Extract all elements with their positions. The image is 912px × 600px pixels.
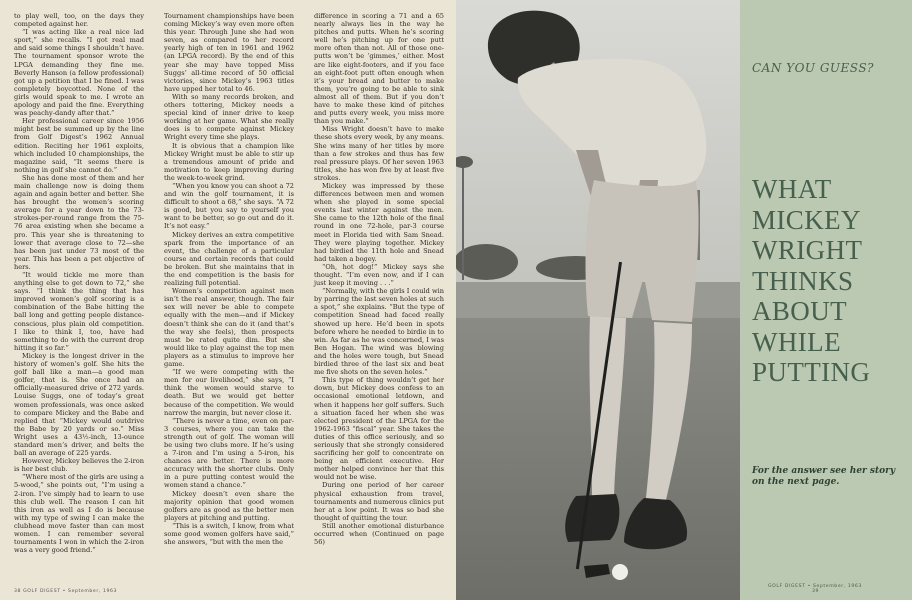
paragraph: “If we were competing with the men for our livelihood,” she says, “I think the women would starve to death. But we would get better because of the competition. We would narrow the margin, but never close it. <box>164 368 294 417</box>
paragraph: Mickey doesn’t even share the majority opinion that good women golfers are as good as the better men players at pitching and putting. <box>164 489 294 522</box>
text-column-2 <box>164 12 294 546</box>
paragraph: Mickey is the longest driver in the history of women’s golf. She hits the golf ball like a man—a good man golfer, that is. She once had an officially-measured drive of 272 yards. Louise Suggs, one of today’s great women professionals, was once asked to compare Mickey and the Babe and replied that “Mickey would outdrive the Babe by 20 yards or so.” Miss Wright uses a 43½-inch, 13-ounce standard men’s driver, and belts the ball an average of 225 yards. <box>14 351 144 458</box>
paragraph: She has done most of them and her main challenge now is doing them again and again better and better. She has brought the women’s scoring average for a year down to the 73-strokes-per-round range from the 75-76 area existing when she became a pro. This year she is threatening to lower that average close to 72—she has been just under 73 most of the year. This has been a pet objective of hers. <box>14 173 144 271</box>
paragraph: During one period of her career physical exhaustion from travel, tournaments and numerous clinics put her at a low point. It was so bad she thought of quitting the tour. <box>314 481 444 522</box>
page-folio-right <box>768 584 912 594</box>
headline-line: WHAT <box>752 174 832 204</box>
paragraph: “This is a switch, I know, from what some good women golfers have said,” she answers, “but with the men the <box>164 521 294 547</box>
paragraph: “Normally, with the girls I could win by parring the last seven holes at such a spot,” she explains. “But the type of competition Snead had faced really showed up here. He’d been in spots before where he needed to birdie in to win. As far as he was concerned, I was Ben Hogan. The wind was blowing and the holes were tough, but Snead birdied three of the last six and beat me five shots on the seven holes.” <box>314 287 444 377</box>
paragraph: Women’s competition against men isn’t the real answer, though. The fair sex will never be able to compete equally with the men—and if Mickey doesn’t think she can do it (and that’s the way she feels), then prospects must be rated quite dim. But she would like to play against the top men players as a stimulus to improve her game. <box>164 287 294 369</box>
paragraph: It is obvious that a champion like Mickey Wright must be able to stir up a tremendous amount of pride and motivation to keep improving during the week-to-week grind. <box>164 141 294 182</box>
headline-line: ABOUT <box>752 296 847 326</box>
headline-line: MICKEY <box>752 204 861 235</box>
paragraph: Still another emotional disturbance occurred when (Continued on page 56) <box>314 521 444 547</box>
paragraph: Mickey derives an extra competitive spark from the importance of an event, the challenge of a particular course and certain records that could be broken. But she maintains that in the end competition is the basis for realizing full potential. <box>164 230 294 288</box>
page-number: 39 <box>812 589 820 594</box>
paragraph: “When you know you can shoot a 72 and win the golf tournament, it is difficult to shoot a 68,” she says. “A 72 is good, but you say to yourself you want to be better, so go out and do it. It’s not easy.” <box>164 181 294 231</box>
headline <box>752 174 912 388</box>
paragraph: “I was acting like a real nice lad sport,” she recalls. “I got real mad and said some things I shouldn’t have. The tournament sponsor wrote the LPGA demanding they fine me. Beverly Hanson (a fellow professional) got up a petition that I be fined. I was completely boycotted. None of the girls would speak to me. I wrote an apology and paid the fine. Everything was peachy-dandy after that.” <box>14 28 144 118</box>
paragraph: With so many records broken, and others tottering, Mickey needs a special kind of inner drive to keep working at her game. What she really does is to compete against Mickey Wright every time she plays. <box>164 92 294 142</box>
paragraph: This type of thing wouldn’t get her down, but Mickey does confess to an occasional emotional letdown, and when it happens her golf suffers. Such a situation faced her when she was elected president of the LPGA for the 1962-1963 “fiscal” year. She takes the duties of this office seriously, and so seriously that she strongly considered sacrificing her golf to concentrate on being an efficient executive. Her mother helped convince her that this would not be wise. <box>314 376 444 482</box>
right-page-panel <box>740 0 912 600</box>
folio-text: GOLF DIGEST • September, 1963 <box>768 584 862 589</box>
shoe-left <box>565 494 619 542</box>
golf-ball <box>612 564 628 580</box>
paragraph: Miss Wright doesn’t have to make these shots every week, by any means. She wins many of her titles by more than a few strokes and thus has few real pressure plays. Of her seven 1963 titles, she has won five by at least five strokes. <box>314 125 444 182</box>
golfer-photo <box>456 0 740 600</box>
paragraph: “It would tickle me more than anything else to get down to 72,” she says. “I think the thing that has improved women’s golf scoring is a combination of the Babe hitting the ball long and getting people distance-conscious, plus plain old competition. I like to think I, too, have had something to do with the current drop hitting it so far.” <box>14 271 144 352</box>
paragraph: Tournament championships have been coming Mickey’s way even more often this year. Through June she had won seven, as compared to her record yearly high of ten in 1961 and 1962 (an LPGA record). By the end of this year she may have topped Miss Suggs’ all-time record of 50 official victories, since Mickey’s 1963 titles have upped her total to 46. <box>164 12 294 93</box>
paragraph: “Oh, hot dog!” Mickey says she thought. “I’m even now, and if I can just keep it moving . . .” <box>314 262 444 288</box>
headline-line: PUTTING <box>752 357 871 387</box>
paragraph: However, Mickey believes the 2-iron is her best club. <box>14 457 144 474</box>
paragraph: to play well, too, on the days they competed against her. <box>14 12 144 29</box>
page-folio-left: 38 GOLF DIGEST • September, 1963 <box>14 589 118 594</box>
text-column-1 <box>14 12 144 554</box>
headline-line: THINKS <box>752 265 854 296</box>
paragraph: Mickey was impressed by these differences between men and women when she played in some special events last winter against the men. She came to the 12th hole of the final round in one 72-hole, par-3 course meet in Florida tied with Sam Snead. They were playing together. Mickey had birdied the 11th hole and Snead had taken a bogey. <box>314 181 444 263</box>
paragraph: “There is never a time, even on par-3 courses, where you can take the strength out of golf. The woman will be using two clubs more. If he’s using a 7-iron and I’m using a 5-iron, his chances are better. There is more accuracy with the shorter clubs. Only in a pure putting contest would the women stand a chance.” <box>164 416 294 490</box>
paragraph: Her professional career since 1956 might best be summed up by the line from Golf Digest’s 1962 Annual edition. Reciting her 1961 exploits, which included 10 championships, the magazine said, “It seems there is nothing in golf she cannot do.” <box>14 117 144 174</box>
headline-line: WHILE <box>752 326 841 357</box>
kicker: CAN YOU GUESS? <box>752 61 874 75</box>
paragraph: difference in scoring a 71 and a 65 nearly always lies in the way he pitches and putts. When he’s scoring well he’s pitching up for one putt more often than not. All of those one-putts won’t be ‘gimmes,’ either. Most are like eight-footers, and if you face an eight-foot putt often enough when it’s your bread and butter to make them, you’re going to be able to sink almost all of them. But if you don’t have to make these kind of pitches and putts every week, you miss more than you make.” <box>314 12 444 126</box>
paragraph: “Where most of the girls are using a 5-wood,” she points out, “I’m using a 2-iron. I’ve simply had to learn to use this club well. The reason I can hit this iron as well as I do is because with my type of swing I can make the clubhead move faster than can most women. I can remember several tournaments I won in which the 2-iron was a very good friend.” <box>14 473 144 555</box>
headline-line: WRIGHT <box>752 235 863 265</box>
text-column-3 <box>314 12 444 546</box>
answer-footnote: For the answer see her story on the next page. <box>752 466 896 487</box>
